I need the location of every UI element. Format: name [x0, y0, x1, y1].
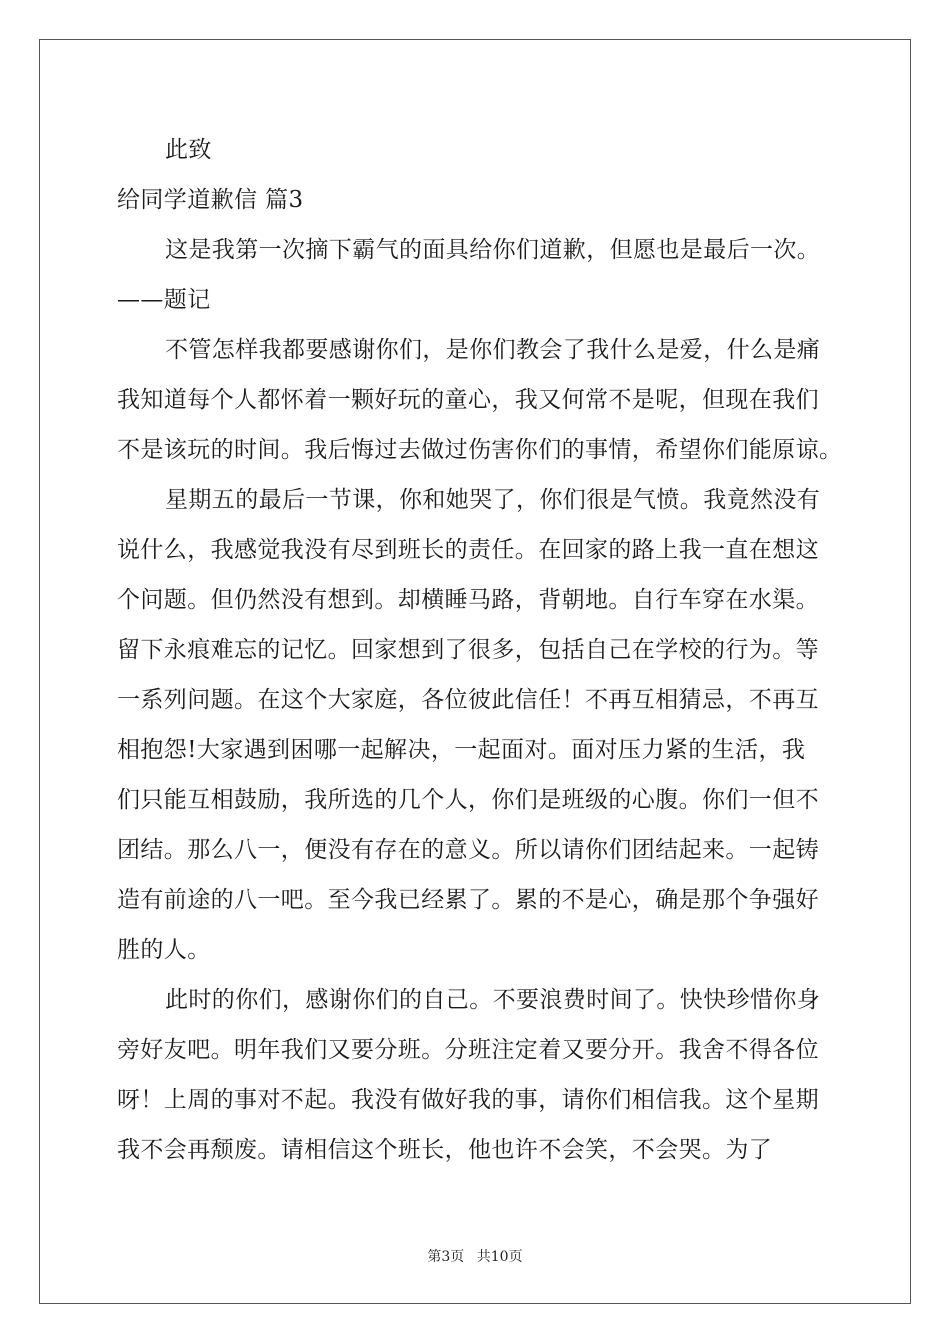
paragraph-4-line-2: 旁好友吧。明年我们又要分班。分班注定着又要分开。我舍不得各位 [117, 1037, 819, 1063]
page-number: 第3页 [427, 1249, 465, 1265]
epigraph-line: 这是我第一次摘下霸气的面具给你们道歉，但愿也是最后一次。 [165, 237, 821, 263]
paragraph-3-line-5: 一系列问题。在这个大家庭，各位彼此信任！不再互相猜忌，不再互 [117, 687, 819, 713]
paragraph-3-line-3: 个问题。但仍然没有想到。却横睡马路，背朝地。自行车穿在水渠。 [117, 587, 819, 613]
epigraph-attribution: ——题记 [117, 287, 211, 313]
paragraph-3-line-7: 们只能互相鼓励，我所选的几个人，你们是班级的心腹。你们一但不 [117, 787, 819, 813]
paragraph-3-line-6: 相抱怨!大家遇到困哪一起解决，一起面对。面对压力紧的生活，我 [117, 737, 806, 763]
page-footer [0, 1247, 950, 1267]
paragraph-2-line-1: 我知道每个人都怀着一颗好玩的童心，我又何常不是呢，但现在我们 [117, 387, 819, 413]
closing-salutation: 此致 [165, 137, 212, 163]
paragraph-1-line-1: 不管怎样我都要感谢你们，是你们教会了我什么是爱，什么是痛 [165, 337, 821, 363]
paragraph-3-line-8: 团结。那么八一，便没有存在的意义。所以请你们团结起来。一起铸 [117, 837, 819, 863]
paragraph-3-line-1: 星期五的最后一节课，你和她哭了，你们很是气愤。我竟然没有 [165, 487, 821, 513]
paragraph-2-line-2: 不是该玩的时间。我后悔过去做过伤害你们的事情，希望你们能原谅。 [117, 437, 843, 463]
paragraph-4-line-3: 呀！上周的事对不起。我没有做好我的事，请你们相信我。这个星期 [117, 1087, 819, 1113]
paragraph-3-line-10: 胜的人。 [117, 937, 211, 963]
paragraph-3-line-9: 造有前途的八一吧。至今我已经累了。累的不是心，确是那个争强好 [117, 887, 819, 913]
paragraph-3-line-2: 说什么，我感觉我没有尽到班长的责任。在回家的路上我一直在想这 [117, 537, 819, 563]
paragraph-4-line-4: 我不会再颓废。请相信这个班长，他也许不会笑，不会哭。为了 [117, 1137, 773, 1163]
paragraph-3-line-4: 留下永痕难忘的记忆。回家想到了很多，包括自己在学校的行为。等 [117, 637, 819, 663]
paragraph-4-line-1: 此时的你们，感谢你们的自己。不要浪费时间了。快快珍惜你身 [165, 987, 821, 1013]
page-total: 共10页 [476, 1249, 523, 1265]
section-heading: 给同学道歉信 篇3 [117, 187, 304, 213]
